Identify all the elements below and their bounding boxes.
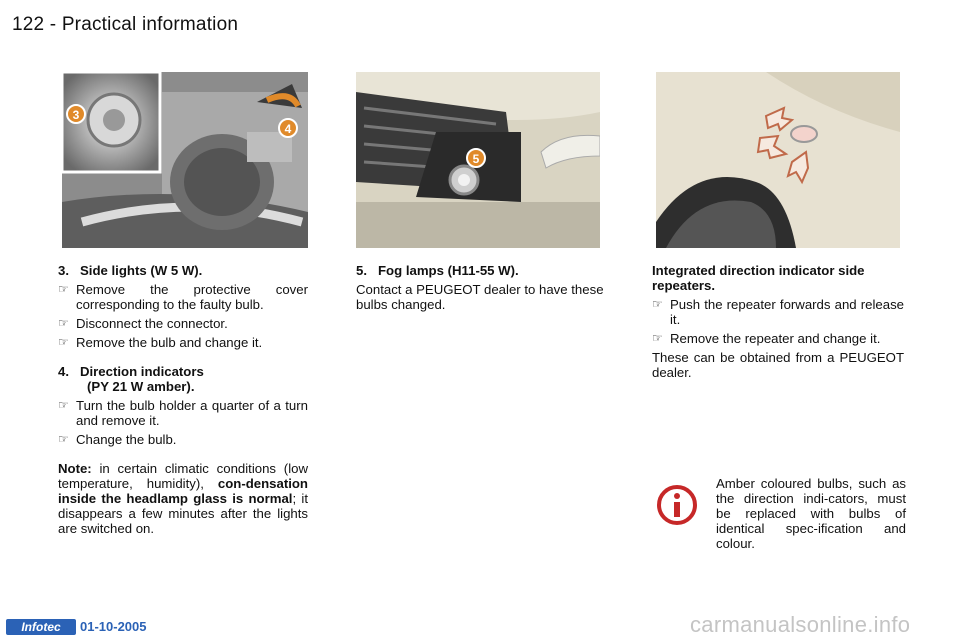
pointing-hand-icon: ☞ bbox=[652, 331, 663, 345]
fog-lamps-text: Contact a PEUGEOT dealer to have these bulbs changed. bbox=[356, 282, 604, 312]
footer-date: 01-10-2005 bbox=[80, 619, 147, 634]
info-icon bbox=[656, 484, 698, 531]
info-text: Amber coloured bulbs, such as the direction indi-cators, must be replaced with bulbs of identical spec-ification and colour. bbox=[716, 476, 906, 551]
list-item: ☞ Remove the protective cover corresponding to the faulty bulb. bbox=[58, 282, 308, 312]
condensation-note: Note: in certain climatic conditions (low temperature, humidity), con-densation inside the headlamp glass is normal; it disappears a few minutes after the lights are switched on. bbox=[58, 461, 308, 536]
infotec-logo: Infotec bbox=[6, 619, 76, 635]
side-lights-section bbox=[58, 263, 308, 536]
page-title: Practical information bbox=[61, 14, 239, 35]
list-item: ☞ Remove the bulb and change it. bbox=[58, 335, 263, 350]
callout-5: 5 bbox=[472, 152, 480, 166]
pointing-hand-icon: ☞ bbox=[58, 398, 69, 412]
pointing-hand-icon: ☞ bbox=[58, 335, 69, 349]
callout-4: 4 bbox=[284, 122, 292, 136]
direction-indicators-spec: (PY 21 W amber). bbox=[87, 379, 195, 394]
list-item: ☞ Change the bulb. bbox=[58, 432, 177, 447]
pointing-hand-icon: ☞ bbox=[58, 282, 69, 296]
list-item: ☞ Push the repeater forwards and release it. bbox=[652, 297, 904, 327]
pointing-hand-icon: ☞ bbox=[58, 316, 69, 330]
side-repeaters-section bbox=[652, 263, 904, 380]
fog-lamp-photo bbox=[356, 72, 600, 248]
fog-lamps-section bbox=[356, 263, 606, 312]
direction-indicators-heading: 4. Direction indicators bbox=[58, 364, 204, 379]
headlamp-rear-photo bbox=[62, 72, 308, 248]
side-lights-heading: 3. Side lights (W 5 W). bbox=[58, 263, 203, 278]
fog-lamps-heading: 5. Fog lamps (H11-55 W). bbox=[356, 263, 519, 278]
note-label: Note: bbox=[58, 461, 92, 476]
list-item: ☞ Disconnect the connector. bbox=[58, 316, 228, 331]
list-item: ☞ Turn the bulb holder a quarter of a turn and remove it. bbox=[58, 398, 308, 428]
list-item: ☞ Remove the repeater and change it. bbox=[652, 331, 881, 346]
side-repeater-photo bbox=[656, 72, 900, 248]
header-separator: - bbox=[44, 14, 62, 35]
side-repeaters-text: These can be obtained from a PEUGEOT dealer. bbox=[652, 350, 904, 380]
pointing-hand-icon: ☞ bbox=[652, 297, 663, 311]
watermark: carmanualsonline.info bbox=[690, 612, 911, 637]
callout-3: 3 bbox=[72, 108, 80, 122]
page-header bbox=[12, 14, 238, 36]
side-repeaters-heading: Integrated direction indicator side repeaters. bbox=[652, 263, 865, 293]
pointing-hand-icon: ☞ bbox=[58, 432, 69, 446]
page-number: 122 bbox=[12, 14, 45, 35]
